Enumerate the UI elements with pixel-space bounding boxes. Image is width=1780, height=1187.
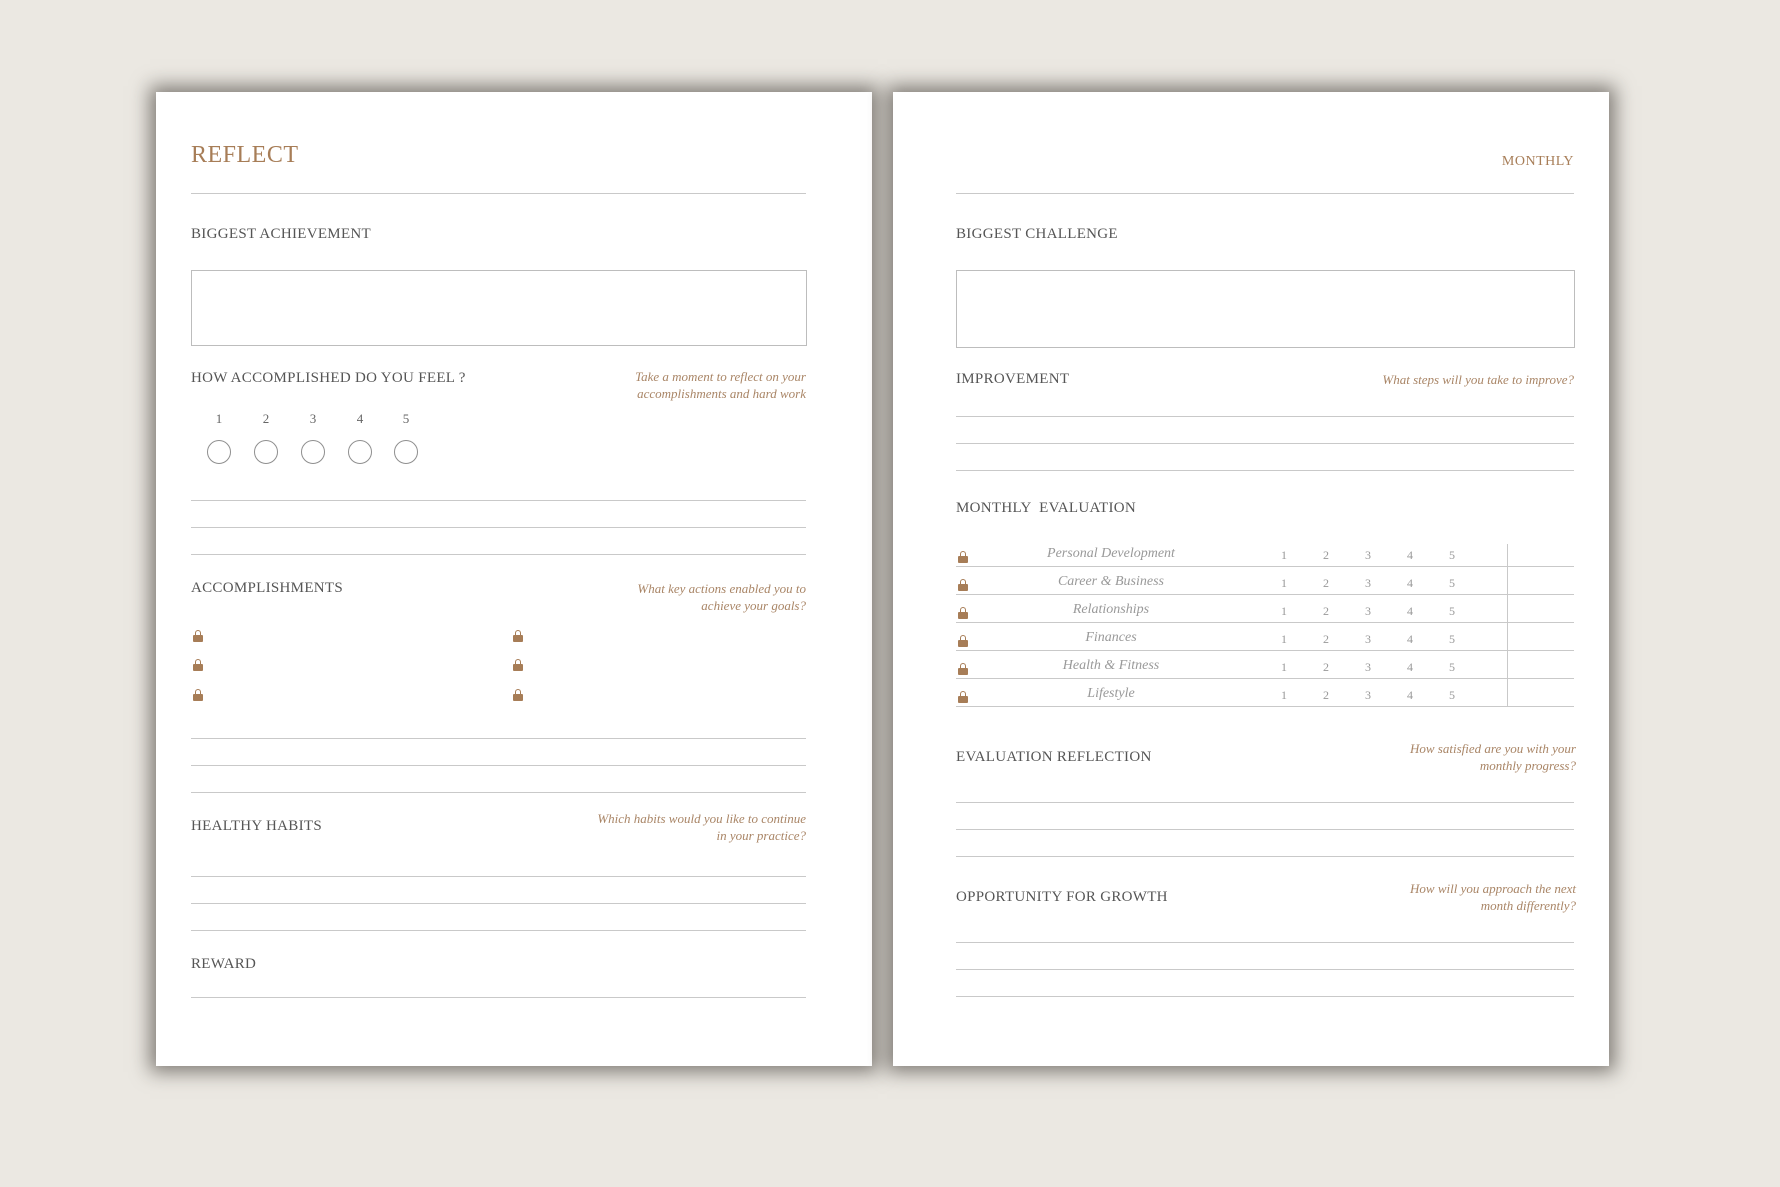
- writing-line[interactable]: [956, 969, 1574, 970]
- rating-label-5: 5: [402, 411, 410, 426]
- writing-line[interactable]: [191, 554, 806, 555]
- planner-page-left: [156, 92, 872, 1066]
- hint-line: in your practice?: [716, 828, 806, 843]
- lock-icon: [193, 689, 203, 701]
- how-accomplished-hint: [635, 368, 806, 402]
- writing-line[interactable]: [956, 416, 1574, 417]
- title-divider: [191, 193, 806, 194]
- lock-icon: [513, 630, 523, 642]
- evaluation-score-5[interactable]: 5: [1449, 604, 1455, 618]
- evaluation-score-3[interactable]: 3: [1365, 604, 1371, 618]
- lock-icon: [958, 635, 968, 647]
- evaluation-score-2[interactable]: 2: [1323, 688, 1329, 702]
- evaluation-score-1[interactable]: 1: [1281, 660, 1287, 674]
- improvement-hint: What steps will you take to improve?: [1382, 372, 1574, 387]
- rating-label-1: 1: [215, 411, 223, 426]
- evaluation-row-divider: [956, 706, 1574, 707]
- writing-line[interactable]: [956, 996, 1574, 997]
- evaluation-score-2[interactable]: 2: [1323, 604, 1329, 618]
- writing-line[interactable]: [191, 930, 806, 931]
- writing-line[interactable]: [191, 738, 806, 739]
- writing-line[interactable]: [191, 500, 806, 501]
- evaluation-row-divider: [956, 678, 1574, 679]
- how-accomplished-heading: HOW ACCOMPLISHED DO YOU FEEL ?: [191, 370, 466, 386]
- rating-label-3: 3: [309, 411, 317, 426]
- evaluation-score-4[interactable]: 4: [1407, 688, 1413, 702]
- rating-circle-3[interactable]: [301, 440, 325, 464]
- writing-line[interactable]: [956, 443, 1574, 444]
- biggest-achievement-heading: BIGGEST ACHIEVEMENT: [191, 226, 372, 242]
- hint-line: achieve your goals?: [701, 598, 806, 613]
- hint-line: How satisfied are you with your: [1410, 741, 1576, 756]
- healthy-habits-heading: HEALTHY HABITS: [191, 818, 323, 834]
- rating-label-4: 4: [356, 411, 364, 426]
- hint-line: How will you approach the next: [1410, 881, 1576, 896]
- lock-icon: [193, 630, 203, 642]
- evaluation-score-1[interactable]: 1: [1281, 688, 1287, 702]
- evaluation-table: [956, 544, 1574, 712]
- evaluation-score-2[interactable]: 2: [1323, 632, 1329, 646]
- evaluation-category-label: Health & Fitness: [1062, 658, 1160, 673]
- monthly-tag: MONTHLY: [1501, 154, 1574, 169]
- evaluation-score-2[interactable]: 2: [1323, 660, 1329, 674]
- page-title: REFLECT: [191, 142, 299, 168]
- biggest-challenge-heading: BIGGEST CHALLENGE: [956, 226, 1118, 242]
- lock-icon: [513, 659, 523, 671]
- evaluation-score-3[interactable]: 3: [1365, 548, 1371, 562]
- evaluation-score-5[interactable]: 5: [1449, 576, 1455, 590]
- evaluation-score-5[interactable]: 5: [1449, 660, 1455, 674]
- evaluation-score-5[interactable]: 5: [1449, 548, 1455, 562]
- monthly-evaluation-heading: MONTHLY EVALUATION: [956, 500, 1137, 516]
- evaluation-score-1[interactable]: 1: [1281, 604, 1287, 618]
- lock-icon: [513, 689, 523, 701]
- hint-line: Take a moment to reflect on your: [635, 369, 806, 384]
- evaluation-score-4[interactable]: 4: [1407, 632, 1413, 646]
- healthy-habits-hint: [597, 810, 806, 844]
- rating-circle-1[interactable]: [207, 440, 231, 464]
- hint-line: accomplishments and hard work: [637, 386, 806, 401]
- rating-circle-2[interactable]: [254, 440, 278, 464]
- rating-label-2: 2: [262, 411, 270, 426]
- writing-line[interactable]: [191, 903, 806, 904]
- rating-circle-5[interactable]: [394, 440, 418, 464]
- lock-icon: [958, 579, 968, 591]
- evaluation-category-label: Relationships: [1072, 602, 1150, 617]
- evaluation-score-1[interactable]: 1: [1281, 576, 1287, 590]
- writing-line[interactable]: [191, 527, 806, 528]
- writing-line[interactable]: [956, 470, 1574, 471]
- writing-line[interactable]: [956, 856, 1574, 857]
- lock-icon: [958, 691, 968, 703]
- hint-line: Which habits would you like to continue: [597, 811, 806, 826]
- evaluation-score-2[interactable]: 2: [1323, 576, 1329, 590]
- evaluation-category-label: Lifestyle: [1087, 686, 1135, 701]
- improvement-heading: IMPROVEMENT: [956, 371, 1070, 387]
- writing-line[interactable]: [956, 802, 1574, 803]
- evaluation-reflection-hint: [1410, 740, 1576, 774]
- hint-line: What key actions enabled you to: [637, 581, 806, 596]
- evaluation-score-1[interactable]: 1: [1281, 632, 1287, 646]
- biggest-challenge-box[interactable]: [956, 270, 1575, 348]
- writing-line[interactable]: [191, 792, 806, 793]
- writing-line[interactable]: [191, 876, 806, 877]
- lock-icon: [193, 659, 203, 671]
- evaluation-row-divider: [956, 650, 1574, 651]
- evaluation-score-5[interactable]: 5: [1449, 688, 1455, 702]
- rating-circle-4[interactable]: [348, 440, 372, 464]
- reward-heading: REWARD: [191, 956, 257, 972]
- evaluation-category-label: Career & Business: [1057, 574, 1165, 589]
- evaluation-score-5[interactable]: 5: [1449, 632, 1455, 646]
- accomplishments-hint: [637, 580, 806, 614]
- writing-line[interactable]: [191, 765, 806, 766]
- evaluation-row-divider: [956, 594, 1574, 595]
- evaluation-score-4[interactable]: 4: [1407, 576, 1413, 590]
- evaluation-score-3[interactable]: 3: [1365, 660, 1371, 674]
- evaluation-score-3[interactable]: 3: [1365, 632, 1371, 646]
- opportunity-hint: [1410, 880, 1576, 914]
- writing-line[interactable]: [956, 942, 1574, 943]
- lock-icon: [958, 607, 968, 619]
- evaluation-row-divider: [956, 622, 1574, 623]
- evaluation-row-divider: [956, 566, 1574, 567]
- hint-line: monthly progress?: [1479, 758, 1576, 773]
- lock-icon: [958, 663, 968, 675]
- writing-line[interactable]: [956, 829, 1574, 830]
- planner-page-right: [893, 92, 1609, 1066]
- evaluation-score-4[interactable]: 4: [1407, 604, 1413, 618]
- evaluation-category-label: Personal Development: [1047, 546, 1175, 561]
- accomplishments-heading: ACCOMPLISHMENTS: [191, 580, 344, 596]
- evaluation-score-1[interactable]: 1: [1281, 548, 1287, 562]
- evaluation-score-3[interactable]: 3: [1365, 688, 1371, 702]
- writing-line[interactable]: [191, 997, 806, 998]
- evaluation-category-label: Finances: [1085, 630, 1137, 645]
- evaluation-column-divider: [1507, 544, 1508, 706]
- evaluation-score-4[interactable]: 4: [1407, 548, 1413, 562]
- hint-line: month differently?: [1480, 898, 1576, 913]
- lock-icon: [958, 551, 968, 563]
- evaluation-reflection-heading: EVALUATION REFLECTION: [956, 749, 1152, 765]
- evaluation-score-3[interactable]: 3: [1365, 576, 1371, 590]
- evaluation-score-4[interactable]: 4: [1407, 660, 1413, 674]
- biggest-achievement-box[interactable]: [191, 270, 807, 346]
- title-divider: [956, 193, 1574, 194]
- opportunity-heading: OPPORTUNITY FOR GROWTH: [956, 889, 1168, 905]
- evaluation-score-2[interactable]: 2: [1323, 548, 1329, 562]
